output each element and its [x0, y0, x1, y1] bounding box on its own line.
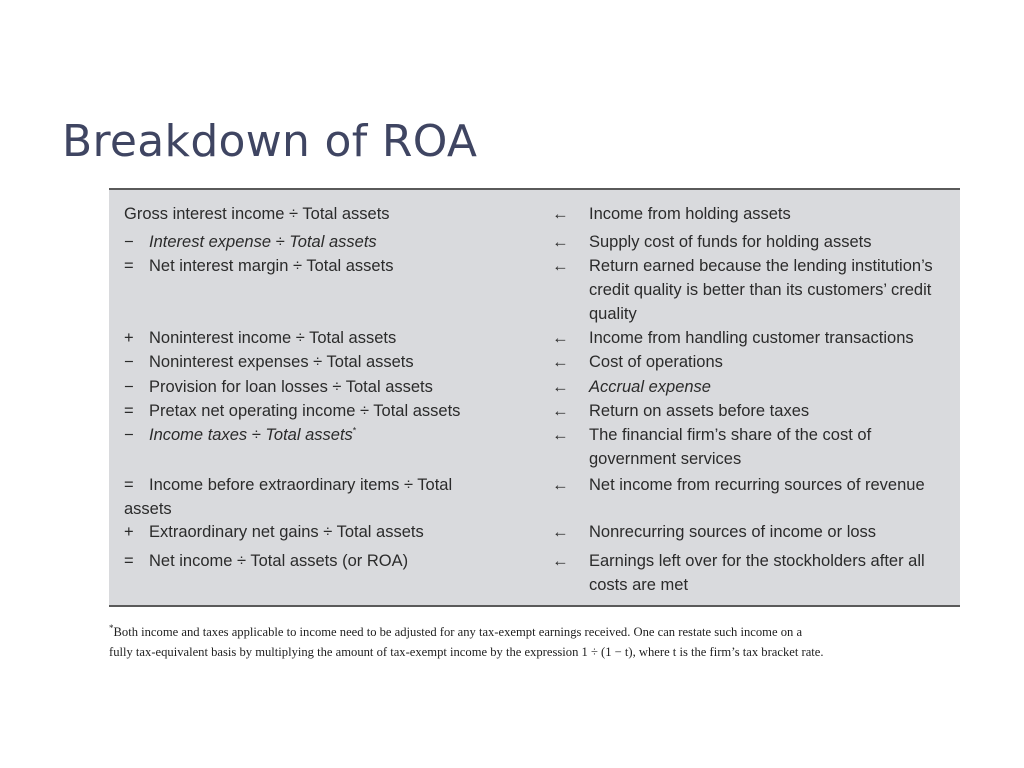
row-right-cell: Nonrecurring sources of income or loss — [589, 523, 877, 541]
left-arrow-icon: ← — [552, 353, 569, 371]
row-right-cell: Return earned because the lending institution’s credit quality is better than its customers’ credit quality — [589, 257, 933, 323]
row-operator: − — [124, 426, 134, 444]
roa-breakdown-table — [109, 188, 960, 607]
row-left-text: Income taxes ÷ Total assets — [149, 426, 353, 444]
left-arrow-icon: ← — [552, 257, 569, 275]
row-left-cell — [124, 399, 494, 423]
left-arrow-icon: ← — [552, 378, 569, 396]
footnote-line — [109, 622, 969, 642]
row-left-cell — [124, 423, 494, 447]
row-operator: = — [124, 552, 134, 570]
row-operator: = — [124, 257, 134, 275]
row-left-text: Noninterest income ÷ Total assets — [149, 329, 397, 347]
row-right-cell: Income from handling customer transactions — [589, 329, 914, 347]
row-left-cell — [124, 350, 494, 374]
row-operator: = — [124, 402, 134, 420]
row-operator: − — [124, 353, 134, 371]
row-right-cell: Supply cost of funds for holding assets — [589, 233, 872, 251]
row-left-text: Gross interest income ÷ Total assets — [124, 205, 390, 223]
row-left-cell — [124, 375, 494, 399]
row-left-text: Net interest margin ÷ Total assets — [149, 257, 394, 275]
row-left-text: Income before extraordinary items ÷ Total assets — [124, 476, 453, 518]
row-left-cell — [124, 549, 494, 573]
row-left-text: Noninterest expenses ÷ Total assets — [149, 353, 414, 371]
left-arrow-icon: ← — [552, 402, 569, 420]
left-arrow-icon: ← — [552, 426, 569, 444]
left-arrow-icon: ← — [552, 205, 569, 223]
row-right-cell: Return on assets before taxes — [589, 402, 810, 420]
footnote-text: Both income and taxes applicable to income need to be adjusted for any tax-exempt earnings received. One can restate such income on a — [113, 625, 803, 639]
row-left-text: Provision for loan losses ÷ Total assets — [149, 378, 433, 396]
row-left-text: Interest expense ÷ Total assets — [149, 233, 377, 251]
row-right-cell: The financial firm’s share of the cost of government services — [589, 426, 872, 468]
row-left-text: Pretax net operating income ÷ Total assets — [149, 402, 461, 420]
left-arrow-icon: ← — [552, 476, 569, 494]
footnote-line: fully tax-equivalent basis by multiplying the amount of tax-exempt income by the expression 1 ÷ (1 − t), where t is the firm’s tax bracket rate. — [109, 645, 824, 659]
row-right-cell: Net income from recurring sources of revenue — [589, 476, 925, 494]
row-right-cell: Cost of operations — [589, 353, 723, 371]
left-arrow-icon: ← — [552, 329, 569, 347]
footnote-marker: * — [109, 622, 114, 633]
row-right-cell: Earnings left over for the stockholders after all costs are met — [589, 552, 925, 594]
row-operator: + — [124, 329, 134, 347]
left-arrow-icon: ← — [552, 523, 569, 541]
row-operator: − — [124, 378, 134, 396]
row-operator: + — [124, 523, 134, 541]
row-left-cell — [124, 202, 494, 226]
row-left-text: Extraordinary net gains ÷ Total assets — [149, 523, 424, 541]
row-left-cell — [124, 473, 494, 521]
row-right-cell: Accrual expense — [589, 378, 711, 396]
row-left-text: Net income ÷ Total assets (or ROA) — [149, 552, 409, 570]
row-left-cell — [124, 230, 494, 254]
footnote-marker: * — [352, 425, 357, 436]
row-left-cell — [124, 254, 494, 278]
row-left-cell — [124, 326, 494, 350]
footnote — [109, 622, 969, 662]
left-arrow-icon: ← — [552, 233, 569, 251]
row-left-cell — [124, 520, 494, 544]
slide-title: Breakdown of ROA — [62, 116, 478, 167]
row-right-cell: Income from holding assets — [589, 205, 791, 223]
left-arrow-icon: ← — [552, 552, 569, 570]
row-operator: = — [124, 476, 134, 494]
row-operator: − — [124, 233, 134, 251]
